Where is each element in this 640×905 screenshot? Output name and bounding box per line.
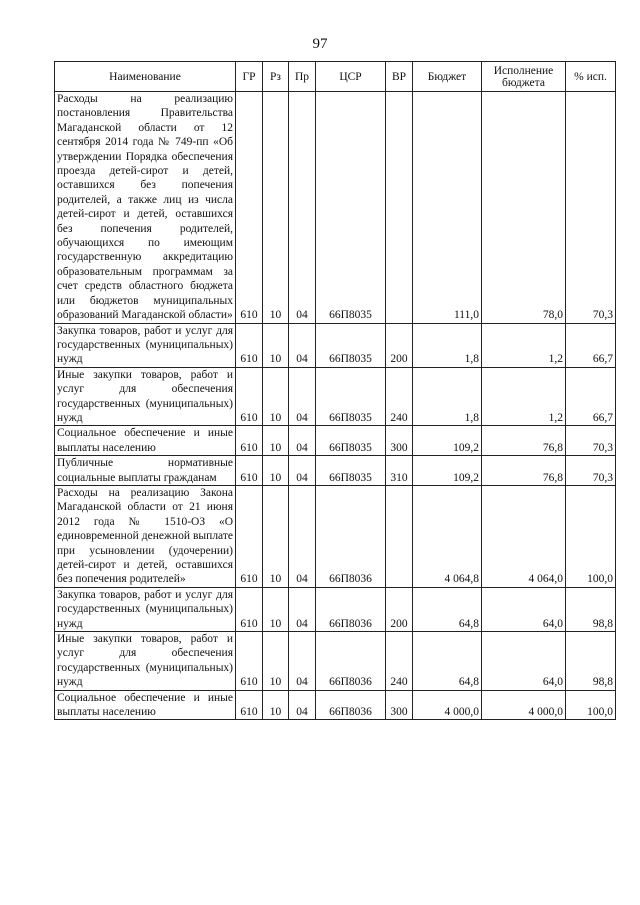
row-budget: 64,8 <box>413 587 482 631</box>
row-budget: 109,2 <box>413 426 482 456</box>
row-percent: 70,3 <box>566 92 616 324</box>
header-name: Наименование <box>55 62 236 92</box>
row-vr: 300 <box>386 690 413 720</box>
row-pr: 04 <box>289 632 316 691</box>
table-row <box>55 456 616 486</box>
row-budget: 111,0 <box>413 92 482 324</box>
row-pr: 04 <box>289 367 316 426</box>
row-budget: 1,8 <box>413 323 482 367</box>
header-rz: Рз <box>263 62 289 92</box>
row-rz: 10 <box>263 92 289 324</box>
row-budget: 4 000,0 <box>413 690 482 720</box>
row-gr: 610 <box>236 323 263 367</box>
row-pr: 04 <box>289 92 316 324</box>
header-budget: Бюджет <box>413 62 482 92</box>
header-vr: ВР <box>386 62 413 92</box>
row-budget: 64,8 <box>413 632 482 691</box>
row-budget: 4 064,8 <box>413 485 482 587</box>
row-pr: 04 <box>289 426 316 456</box>
row-percent: 100,0 <box>566 485 616 587</box>
row-vr: 200 <box>386 587 413 631</box>
table-row <box>55 92 616 324</box>
table-row <box>55 323 616 367</box>
table-row <box>55 426 616 456</box>
row-percent: 70,3 <box>566 426 616 456</box>
row-rz: 10 <box>263 323 289 367</box>
table-row <box>55 632 616 691</box>
row-csr: 66П8035 <box>316 426 386 456</box>
row-rz: 10 <box>263 690 289 720</box>
row-execution: 64,0 <box>482 587 566 631</box>
header-gr: ГР <box>236 62 263 92</box>
row-name: Иные закупки товаров, работ и услуг для обеспечения государственных (муниципальных) нужд <box>55 632 236 691</box>
row-name: Публичные нормативные социальные выплаты гражданам <box>55 456 236 486</box>
row-rz: 10 <box>263 456 289 486</box>
table-header-row <box>55 62 616 92</box>
header-pr: Пр <box>289 62 316 92</box>
row-vr: 300 <box>386 426 413 456</box>
row-pr: 04 <box>289 587 316 631</box>
row-name: Закупка товаров, работ и услуг для государственных (муниципальных) нужд <box>55 323 236 367</box>
row-percent: 98,8 <box>566 587 616 631</box>
row-vr: 240 <box>386 367 413 426</box>
row-csr: 66П8035 <box>316 92 386 324</box>
row-execution: 64,0 <box>482 632 566 691</box>
row-percent: 70,3 <box>566 456 616 486</box>
row-vr <box>386 485 413 587</box>
row-pr: 04 <box>289 485 316 587</box>
row-name: Расходы на реализацию Закона Магаданской области от 21 июня 2012 года № 1510-ОЗ «О единовременной денежной выплате при усыновлении (удочерении) детей-сирот и детей, оставшихся без попечения родителей» <box>55 485 236 587</box>
row-name: Социальное обеспечение и иные выплаты населению <box>55 426 236 456</box>
row-name: Иные закупки товаров, работ и услуг для обеспечения государственных (муниципальных) нужд <box>55 367 236 426</box>
row-pr: 04 <box>289 323 316 367</box>
row-csr: 66П8035 <box>316 456 386 486</box>
row-rz: 10 <box>263 587 289 631</box>
row-gr: 610 <box>236 367 263 426</box>
row-name: Социальное обеспечение и иные выплаты населению <box>55 690 236 720</box>
row-csr: 66П8036 <box>316 690 386 720</box>
row-percent: 66,7 <box>566 323 616 367</box>
row-gr: 610 <box>236 485 263 587</box>
row-vr: 310 <box>386 456 413 486</box>
row-percent: 66,7 <box>566 367 616 426</box>
row-vr: 240 <box>386 632 413 691</box>
row-gr: 610 <box>236 587 263 631</box>
row-gr: 610 <box>236 690 263 720</box>
row-rz: 10 <box>263 632 289 691</box>
page-number: 97 <box>312 36 328 52</box>
table-row <box>55 587 616 631</box>
row-pr: 04 <box>289 690 316 720</box>
header-percent: % исп. <box>566 62 616 92</box>
row-name: Расходы на реализацию постановления Правительства Магаданской области от 12 сентября 2014 года № 749-пп «Об утверждении Порядка обеспечения проезда детей-сирот и детей, оставшихся без попечения родителей, а также лиц из числа детей-сирот и детей, оставшихся без попечения родителей, обучающихся по имеющим государственную аккредитацию образовательным программам за счет средств областного бюджета или бюджетов муниципальных образований Магаданской области» <box>55 92 236 324</box>
row-gr: 610 <box>236 456 263 486</box>
row-rz: 10 <box>263 485 289 587</box>
row-csr: 66П8035 <box>316 323 386 367</box>
row-rz: 10 <box>263 367 289 426</box>
row-budget: 109,2 <box>413 456 482 486</box>
header-csr: ЦСР <box>316 62 386 92</box>
row-pr: 04 <box>289 456 316 486</box>
table-row <box>55 485 616 587</box>
row-name: Закупка товаров, работ и услуг для государственных (муниципальных) нужд <box>55 587 236 631</box>
row-vr <box>386 92 413 324</box>
table-row <box>55 690 616 720</box>
row-execution: 1,2 <box>482 367 566 426</box>
budget-table <box>54 61 616 720</box>
header-execution: Исполнение бюджета <box>482 62 566 92</box>
table-row <box>55 367 616 426</box>
row-csr: 66П8035 <box>316 367 386 426</box>
row-execution: 4 000,0 <box>482 690 566 720</box>
row-execution: 1,2 <box>482 323 566 367</box>
row-gr: 610 <box>236 632 263 691</box>
row-budget: 1,8 <box>413 367 482 426</box>
row-csr: 66П8036 <box>316 587 386 631</box>
row-gr: 610 <box>236 92 263 324</box>
row-csr: 66П8036 <box>316 485 386 587</box>
row-percent: 98,8 <box>566 632 616 691</box>
row-percent: 100,0 <box>566 690 616 720</box>
row-execution: 76,8 <box>482 456 566 486</box>
row-execution: 78,0 <box>482 92 566 324</box>
row-execution: 4 064,0 <box>482 485 566 587</box>
row-rz: 10 <box>263 426 289 456</box>
row-gr: 610 <box>236 426 263 456</box>
row-execution: 76,8 <box>482 426 566 456</box>
row-vr: 200 <box>386 323 413 367</box>
row-csr: 66П8036 <box>316 632 386 691</box>
